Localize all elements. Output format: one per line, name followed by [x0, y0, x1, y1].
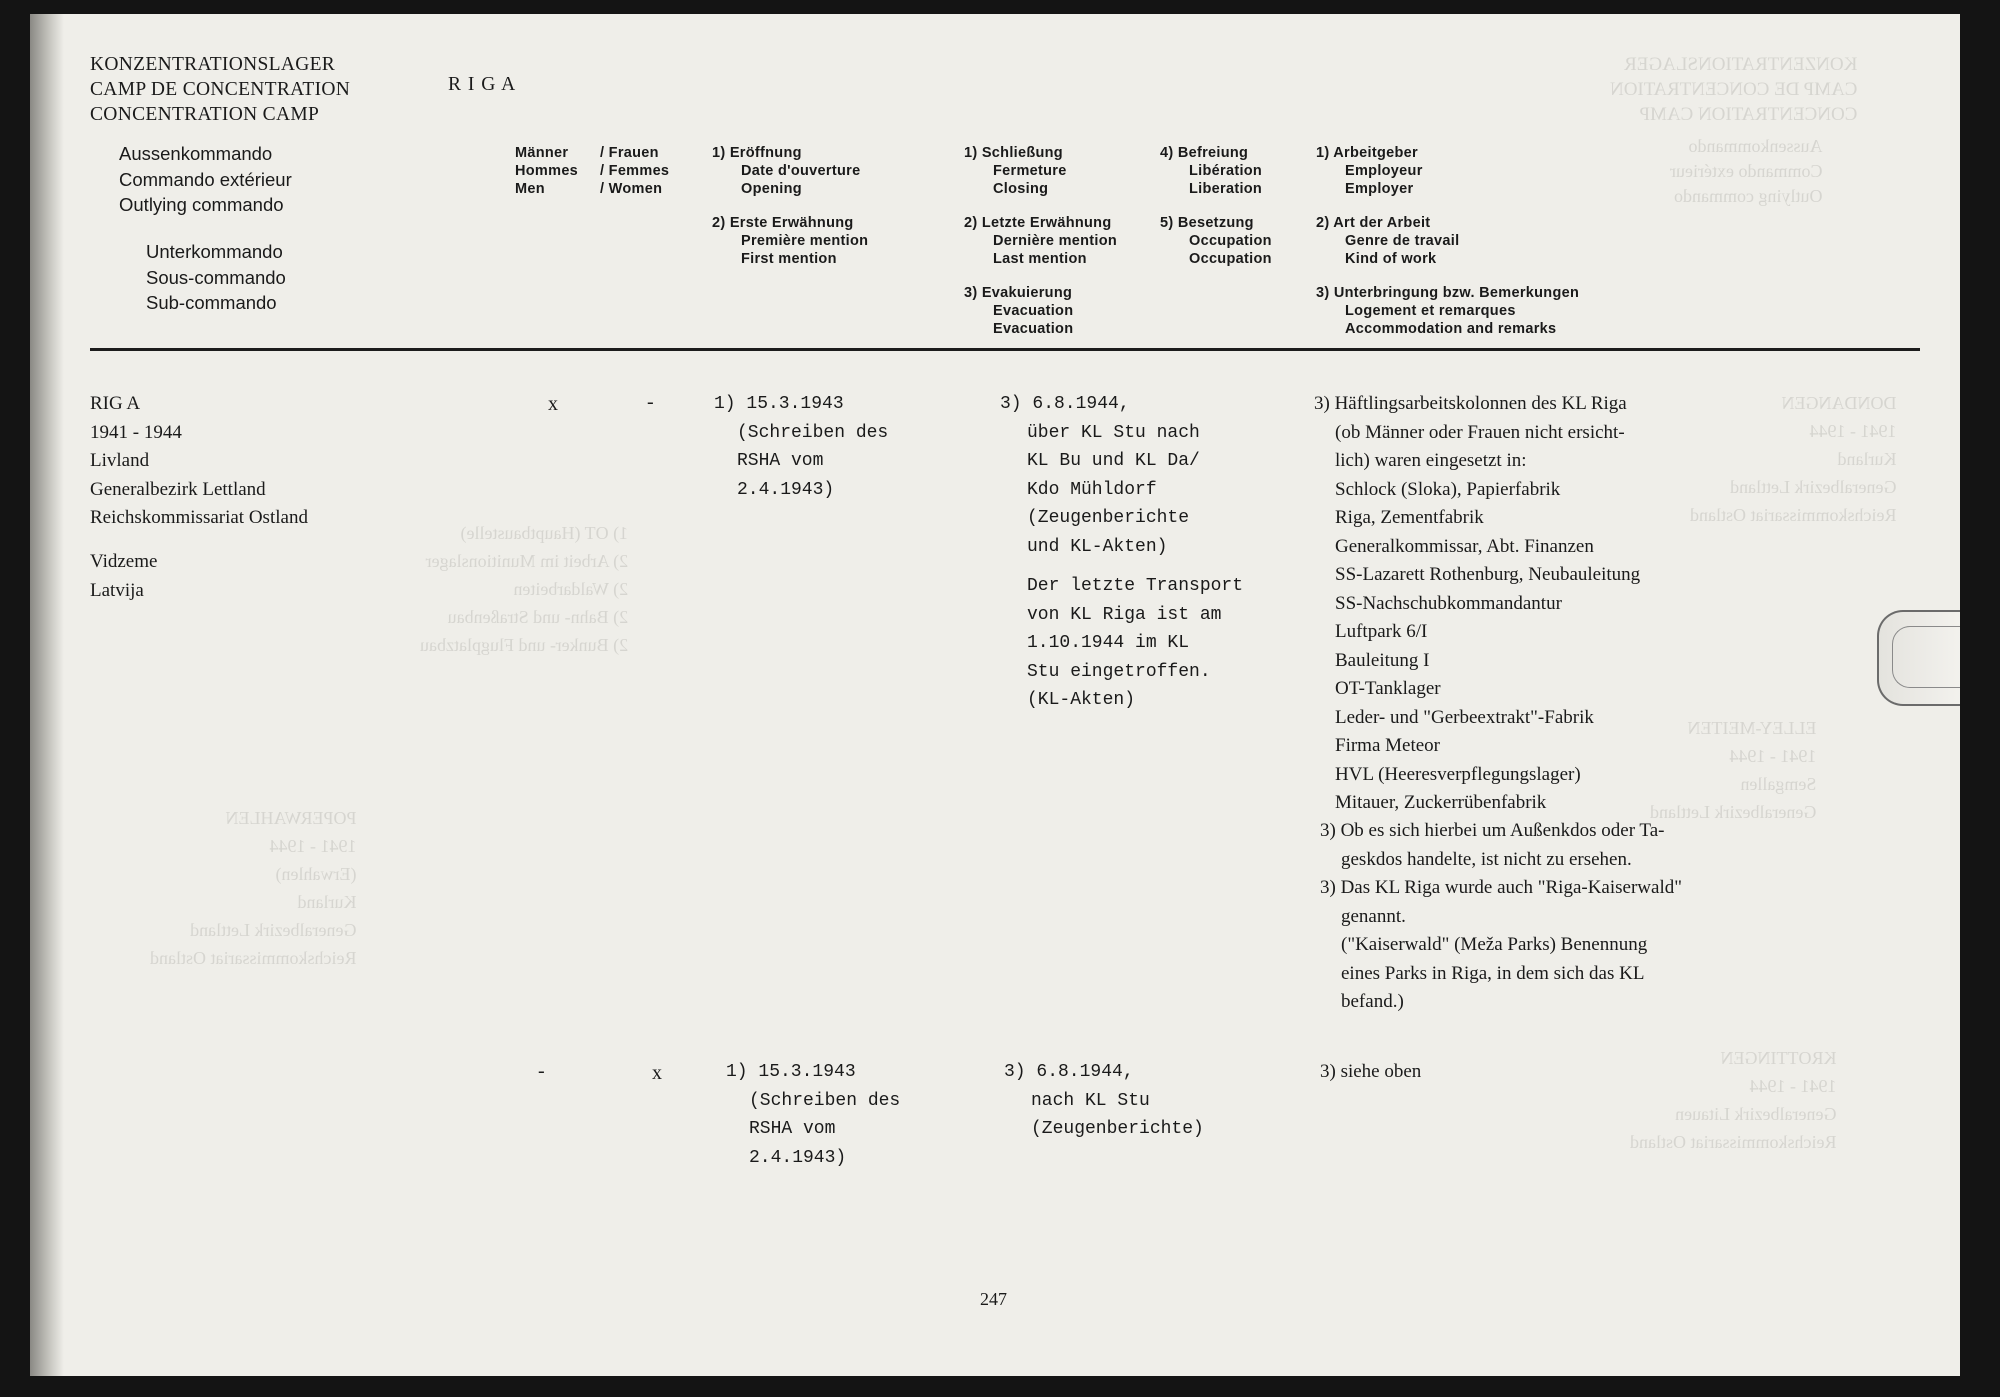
evacuation-entry: 3) 6.8.1944, über KL Stu nach KL Bu und KL Da/ Kdo Mühldorf (Zeugenberichte und KL-Akten): [1000, 394, 1200, 557]
closing-header: 1) Schließung Fermeture Closing: [964, 145, 1067, 197]
last-mention-header: 2) Letzte Erwähnung Dernière mention Last mention: [964, 215, 1118, 267]
women-mark: x: [652, 1062, 662, 1084]
bleed-through-text: KONZENTRATIONSLAGER CAMP DE CONCENTRATION CONCENTRATION CAMP: [1610, 54, 1858, 125]
page-clip-tab-inner: [1892, 626, 1960, 688]
remarks-line: 3) Häftlingsarbeitskolonnen des KL Riga: [1314, 393, 1627, 414]
location-name: RIG A: [90, 393, 141, 414]
remarks-entry: 3) siehe oben: [1320, 1061, 1422, 1082]
opening-header: 1) Eröffnung Date d'ouverture Opening: [712, 145, 861, 197]
women-mark: -: [647, 391, 654, 413]
men-mark: -: [538, 1060, 545, 1082]
kind-of-work-header: 2) Art der Arbeit Genre de travail Kind of work: [1316, 215, 1460, 267]
camp-title-line: CAMP DE CONCENTRATION: [90, 79, 351, 100]
page-number: 247: [980, 1289, 1007, 1309]
opening-entry: 1) 15.3.1943 (Schreiben des RSHA vom 2.4.1943): [726, 1062, 901, 1168]
sub-commando-label: Unterkommando Sous-commando Sub-commando: [146, 241, 286, 313]
camp-title-line: KONZENTRATIONSLAGER: [90, 54, 336, 75]
book-spine-shadow: [30, 14, 64, 1376]
document-page: [30, 14, 1960, 1376]
remarks-notes: 3) Ob es sich hierbei um Außenkdos oder Ta- geskdos handelte, ist nicht zu ersehen. 3) Das KL Riga wurde auch "Riga-Kaiserwald" genannt. ("Kaiserwald" (Meža Parks) Benennung eines Parks in Riga, in dem sich das KL befand.): [1320, 820, 1682, 1012]
bleed-through-text: 1) OT (Hauptbaustelle) 2) Arbeit im Munitionslager 2) Waldarbeiten 2) Bahn- und Straßenbau 2) Bunker- und Flugplatzbau: [420, 523, 629, 655]
evacuation-entry: 3) 6.8.1944, nach KL Stu (Zeugenberichte): [1004, 1062, 1204, 1139]
camp-name: R I G A: [448, 74, 517, 95]
liberation-header: 4) Befreiung Libération Liberation: [1160, 145, 1263, 197]
camp-title-block: [90, 52, 350, 127]
accommodation-header: 3) Unterbringung bzw. Bemerkungen Logement et remarques Accommodation and remarks: [1316, 285, 1580, 337]
location-block: RIG A 1941 - 1944 Livland Generalbezirk Lettland Reichskommissariat Ostland: [90, 390, 308, 533]
header-divider: [90, 348, 1920, 351]
men-mark: x: [548, 393, 558, 415]
camp-title-line: CONCENTRATION CAMP: [90, 104, 320, 125]
men-label: Männer Hommes Men: [515, 145, 579, 197]
outlying-commando-label: Aussenkommando Commando extérieur Outlying commando: [119, 143, 292, 215]
bleed-through-text: DONDANGEN 1941 - 1944 Kurland Generalbezirk Lettland Reichskommissariat Ostland: [1690, 393, 1897, 525]
last-transport-note: Der letzte Transport von KL Riga ist am 1.10.1944 im KL Stu eingetroffen. (KL-Akten): [1027, 576, 1244, 710]
occupation-header: 5) Besetzung Occupation Occupation: [1160, 215, 1272, 267]
bleed-through-text: POPERWAHLEN 1941 - 1944 (Erwahlen) Kurland Generalbezirk Lettland Reichskommissariat Ostland: [150, 808, 357, 968]
employer-header: 1) Arbeitgeber Employeur Employer: [1316, 145, 1423, 197]
first-mention-header: 2) Erste Erwähnung Première mention First mention: [712, 215, 869, 267]
bleed-through-text: ELLEY-MEITEN 1941 - 1944 Semgallen Generalbezirk Lettland: [1650, 718, 1817, 822]
bleed-through-text: KROTTINGEN 1941 - 1944 Generalbezirk Litauen Reichskommissariat Ostland: [1630, 1048, 1837, 1152]
women-label: / Frauen / Femmes / Women: [600, 145, 670, 197]
location-block-local: Vidzeme Latvija: [90, 551, 158, 601]
bleed-through-text: Aussenkommando Commando extérieur Outlying commando: [1670, 136, 1823, 206]
evacuation-header: 3) Evakuierung Evacuation Evacuation: [964, 285, 1074, 337]
remarks-entry: 3) Häftlingsarbeitskolonnen des KL Riga (ob Männer oder Frauen nicht ersicht- lich) waren eingesetzt in: Schlock (Sloka), Papierfabrik Riga, Zementfabrik Generalkommissar, Abt. Finanzen SS-Lazarett Rothenburg, Neubauleitung SS-Nachschubkommandantur Luftpark 6/I Bauleitung I OT-Tanklager Leder- und "Gerbeextrakt"-Fabrik Firma Meteor HVL (Heeresverpflegungslager) Mitauer, Zuckerrübenfabrik: [1314, 390, 1640, 818]
opening-entry: 1) 15.3.1943 (Schreiben des RSHA vom 2.4.1943): [714, 394, 889, 500]
